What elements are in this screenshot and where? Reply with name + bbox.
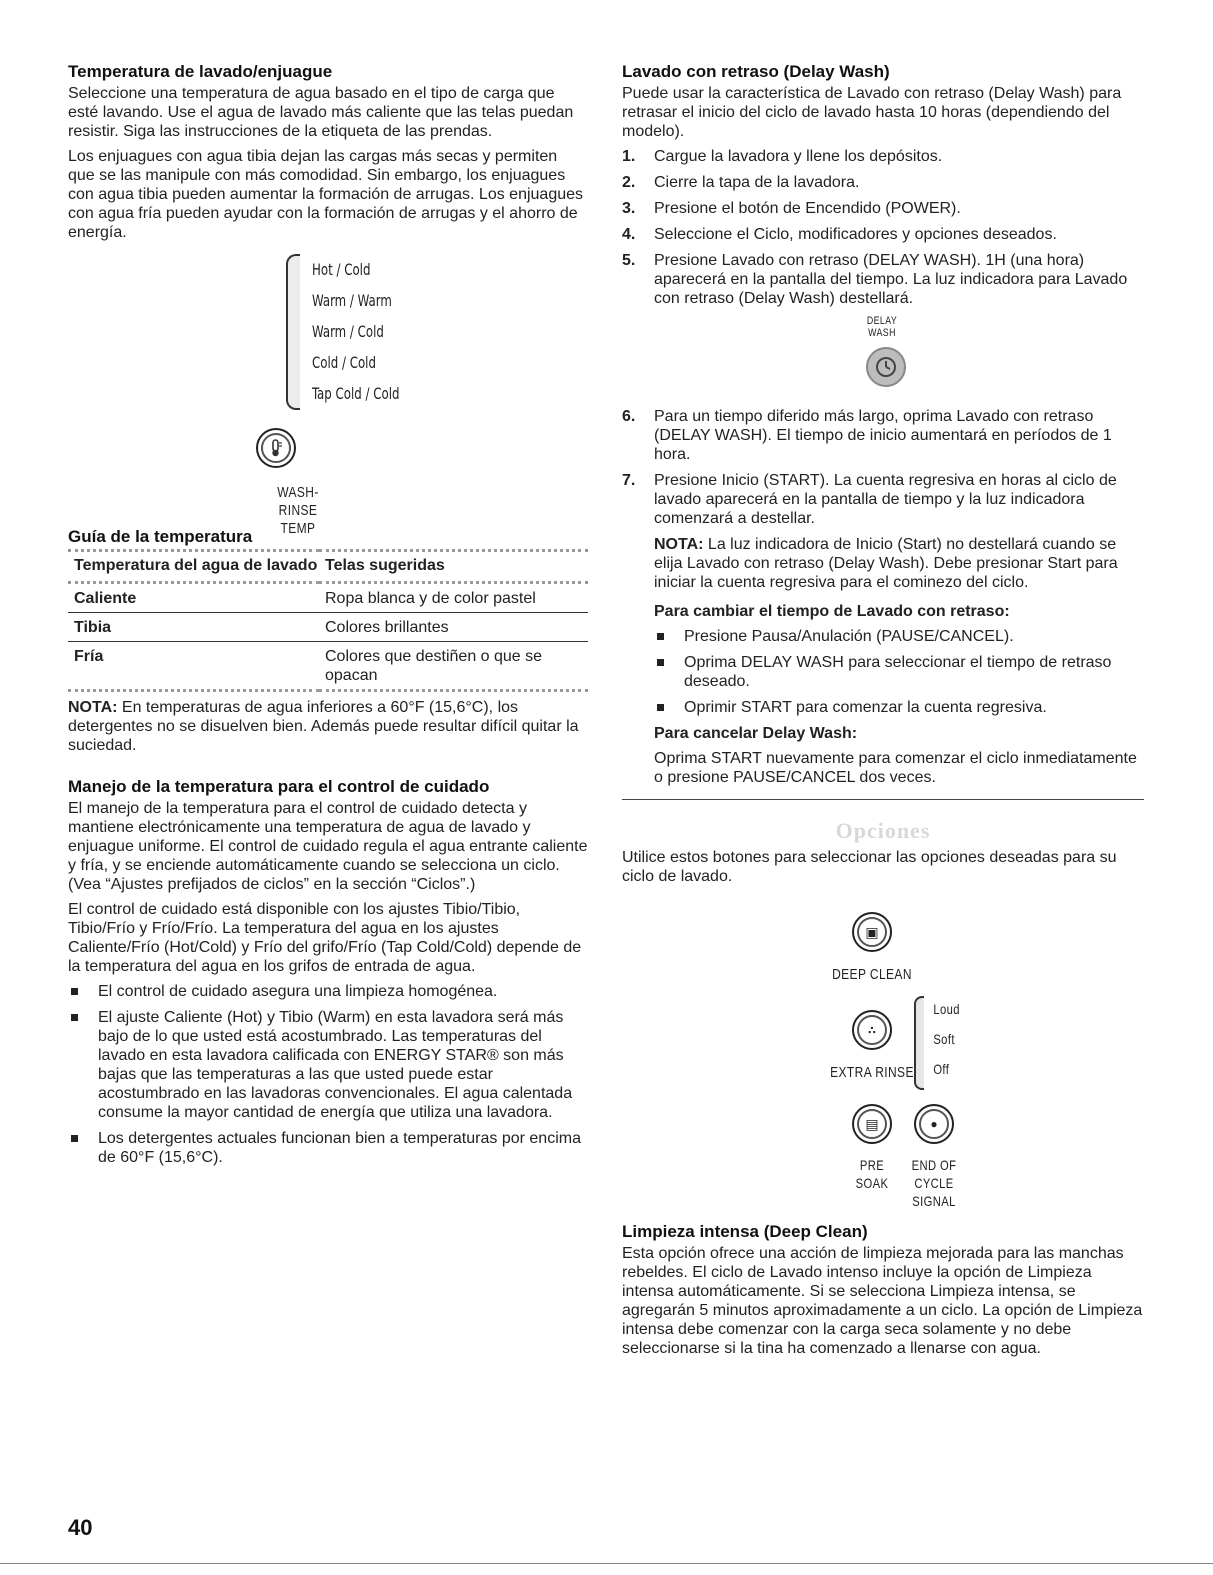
temperature-guide-title: Guía de la temperatura	[68, 527, 253, 546]
paragraph: Esta opción ofrece una acción de limpieza mejorada para las manchas rebeldes. El ciclo de Lavado intenso incluye la opción de Limpieza intensa automáticamente. Si se selecciona Limpieza intensa, se agregarán 5 minutos aproximadamente a un ciclo. La opción de Limpieza intensa debe comenzar con la carga seca solamente y no debe seleccionarse si la tina ha comenzado a llenarse con agua.	[622, 1245, 1143, 1357]
knob-label: WASH-RINSE TEMP	[277, 484, 319, 537]
temp-option: Hot / Cold	[312, 260, 371, 279]
temp-option: Cold / Cold	[312, 353, 376, 372]
list-item: 5. Presione Lavado con retraso (DELAY WASH). 1H (una hora) aparecerá en la pantalla del tiempo. La luz indicadora para Lavado con retraso (Delay Wash) destellará.	[622, 252, 1128, 307]
speaker-icon: ●	[919, 1109, 949, 1139]
section-title-care-control: Manejo de la temperatura para el control de cuidado	[68, 777, 490, 796]
list-item: 7. Presione Inicio (START). La cuenta regresiva en horas al ciclo de lavado aparecerá en la pantalla de tiempo y la luz indicadora comenzará a destellar.	[622, 472, 1117, 527]
list-item: Oprimir START para comenzar la cuenta regresiva.	[654, 698, 1144, 717]
table-row	[68, 583, 588, 613]
section-title-deep-clean: Limpieza intensa (Deep Clean)	[622, 1222, 868, 1241]
list-item: Los detergentes actuales funcionan bien a temperaturas por encima de 60°F (15,6°C).	[68, 1129, 588, 1167]
clock-icon	[875, 356, 897, 378]
table-cell: Caliente	[74, 590, 137, 607]
temperature-options-list	[312, 254, 419, 409]
deep-clean-icon: ▣	[857, 917, 887, 947]
list-item: 6. Para un tiempo diferido más largo, oprima Lavado con retraso (DELAY WASH). El tiempo de inicio aumentará en períodos de 1 hora.	[622, 408, 1112, 463]
pre-soak-label: PRE SOAK	[855, 1157, 889, 1191]
section-title-wash-rinse-temp: Temperatura de lavado/enjuague	[68, 62, 333, 81]
signal-selector-bracket	[914, 996, 924, 1090]
temperature-guide-table	[68, 549, 588, 692]
note-paragraph: NOTA: La luz indicadora de Inicio (Start) no destellará cuando se elija Lavado con retraso (Delay Wash). Debe presionar Start para iniciar la cuenta regresiva para el cominezo del ciclo.	[654, 536, 1118, 591]
list-item: 3. Presione el botón de Encendido (POWER).	[622, 200, 961, 217]
thermometer-icon	[261, 433, 291, 463]
temp-option: Warm / Cold	[312, 322, 384, 341]
extra-rinse-button[interactable]	[852, 1010, 892, 1050]
divider	[622, 799, 1144, 800]
options-title: Opciones	[835, 818, 931, 843]
table-header-row	[68, 551, 588, 583]
table-header: Telas sugeridas	[325, 557, 445, 574]
end-of-cycle-label: END OF CYCLE SIGNAL	[911, 1157, 957, 1209]
table-cell: Tibia	[74, 619, 112, 636]
signal-options-list	[933, 994, 960, 1084]
extra-rinse-label: EXTRA RINSE	[830, 1064, 914, 1081]
delay-wash-button[interactable]	[866, 347, 906, 387]
list-item: 1. Cargue la lavadora y llene los depósitos.	[622, 148, 943, 165]
table-cell: Colores brillantes	[325, 619, 449, 636]
paragraph: Seleccione una temperatura de agua basado en el tipo de carga que esté lavando. Use el agua de lavado más caliente que las telas puedan resistir. Siga las instrucciones de la etiqueta de las prendas.	[68, 85, 574, 140]
bullet-list	[654, 627, 1144, 717]
steps-list	[622, 147, 1144, 308]
page-number: 40	[68, 1515, 93, 1540]
water-spray-icon: ∴	[857, 1015, 887, 1045]
selector-bracket	[286, 254, 300, 410]
delay-wash-button-group	[622, 315, 1144, 407]
note-paragraph: NOTA: En temperaturas de agua inferiores a 60°F (15,6°C), los detergentes no se disuelven bien. Además puede resultar difícil quitar la suciedad.	[68, 699, 579, 754]
signal-option: Off	[933, 1061, 950, 1077]
table-cell: Colores que destiñen o que se opacan	[325, 648, 543, 684]
temp-option: Warm / Warm	[312, 291, 392, 310]
pre-soak-button[interactable]	[852, 1104, 892, 1144]
steps-list	[622, 407, 1144, 528]
wash-rinse-temp-button[interactable]	[256, 428, 296, 468]
signal-option: Loud	[933, 1001, 960, 1017]
paragraph: El control de cuidado está disponible con los ajustes Tibio/Tibio, Tibio/Frío y Frío/Frío. La temperatura del agua en los ajustes Caliente/Frío (Hot/Cold) y Frío del grifo/Frío (Tap Cold/Cold) depende de la temperatura del agua en los grifos de entrada de agua.	[68, 901, 582, 975]
right-column	[622, 62, 1144, 1364]
list-item: El ajuste Caliente (Hot) y Tibio (Warm) en esta lavadora será más bajo de lo que usted está acostumbrado. Las temperaturas del lavado en esta lavadora calificada con ENERGY STAR® son más bajas que las temperaturas a las que usted puede estar acostumbrado en las lavadoras convencionales. El agua calentada consume la mayor cantidad de energía que utiliza una lavadora.	[68, 1008, 588, 1122]
subsection-title: Para cambiar el tiempo de Lavado con retraso:	[654, 603, 1010, 620]
paragraph: Utilice estos botones para seleccionar las opciones deseadas para su ciclo de lavado.	[622, 849, 1117, 885]
left-column	[68, 62, 588, 1174]
subsection-title: Para cancelar Delay Wash:	[654, 725, 858, 742]
paragraph: Los enjuagues con agua tibia dejan las cargas más secas y permiten que se las manipule con más comodidad. Sin embargo, los enjuagues con agua tibia pueden aumentar la formación de arrugas. Los enjuagues con agua fría pueden ayudar con la formación de arrugas y el ahorro de energía.	[68, 148, 584, 241]
temperature-selector-diagram	[68, 248, 588, 428]
list-item: Oprima DELAY WASH para seleccionar el tiempo de retraso deseado.	[654, 653, 1144, 691]
end-of-cycle-signal-button[interactable]	[914, 1104, 954, 1144]
list-item: Presione Pausa/Anulación (PAUSE/CANCEL).	[654, 627, 1144, 646]
paragraph: El manejo de la temperatura para el control de cuidado detecta y mantiene electrónicamente una temperatura de agua de lavado y enjuague uniforme. El control de cuidado regula el agua entrante caliente y fría, y se enciende automáticamente cuando se selecciona un ciclo. (Vea “Ajustes prefijados de ciclos” en la sección “Ciclos”.)	[68, 800, 588, 893]
delay-wash-label: DELAY WASH	[866, 315, 898, 339]
pre-soak-icon: ▤	[857, 1109, 887, 1139]
paragraph: Oprima START nuevamente para comenzar el ciclo inmediatamente o presione PAUSE/CANCEL dos veces.	[654, 750, 1137, 786]
options-buttons-diagram	[622, 892, 1144, 1209]
temp-option: Tap Cold / Cold	[312, 384, 400, 403]
deep-clean-label: DEEP CLEAN	[832, 966, 912, 983]
paragraph: Puede usar la característica de Lavado con retraso (Delay Wash) para retrasar el inicio del ciclo de lavado hasta 10 horas (dependiendo del modelo).	[622, 85, 1122, 140]
signal-option: Soft	[933, 1031, 955, 1047]
bottom-rule	[0, 1563, 1213, 1564]
table-row	[68, 642, 588, 691]
list-item: 2. Cierre la tapa de la lavadora.	[622, 174, 860, 191]
table-cell: Ropa blanca y de color pastel	[325, 590, 536, 607]
list-item: El control de cuidado asegura una limpieza homogénea.	[68, 982, 588, 1001]
table-row	[68, 613, 588, 642]
deep-clean-button[interactable]	[852, 912, 892, 952]
list-item: 4. Seleccione el Ciclo, modificadores y opciones deseados.	[622, 226, 1057, 243]
table-header: Temperatura del agua de lavado	[74, 557, 318, 574]
table-cell: Fría	[74, 648, 104, 665]
section-title-delay-wash: Lavado con retraso (Delay Wash)	[622, 62, 890, 81]
bullet-list	[68, 982, 588, 1167]
